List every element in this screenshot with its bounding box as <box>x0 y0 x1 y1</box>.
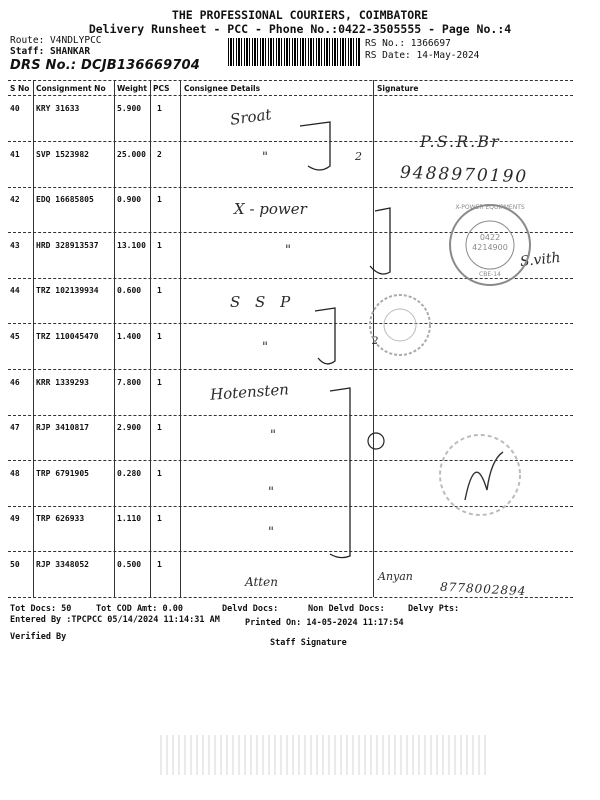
drs-number: DRS No.: DCJB136669704 <box>10 58 201 73</box>
row-weight: 1.400 <box>117 332 142 341</box>
row-consignment-no: KRY 31633 <box>36 104 80 113</box>
delivery-points: Delvy Pts: <box>408 604 460 614</box>
row-weight: 5.900 <box>117 104 142 113</box>
row-pcs: 1 <box>157 514 162 523</box>
row-weight: 0.600 <box>117 286 142 295</box>
entered-by: Entered By :TPCPCC 05/14/2024 11:14:31 AM <box>10 615 220 625</box>
printed-on: Printed On: 14-05-2024 11:17:54 <box>245 618 404 628</box>
stamp-ring-text: X-POWER EQUIPMENTS <box>455 204 525 211</box>
faint-stamp-1 <box>365 290 435 360</box>
row-consignment-no: RJP 3410817 <box>36 423 89 432</box>
row-weight: 7.800 <box>117 378 142 387</box>
staff-signature: Staff Signature <box>270 638 347 648</box>
runsheet-title: Delivery Runsheet - PCC - Phone No.:0422-3505555 - Page No.:4 <box>88 22 512 36</box>
row-consignment-no: SVP 1523982 <box>36 150 89 159</box>
table-top-border <box>8 80 573 81</box>
stamp-line1: 0422 <box>479 233 501 242</box>
ditto-r48: " <box>268 485 274 500</box>
col-header-signature: Signature <box>377 84 419 93</box>
signature-r43: S.vith <box>519 249 562 271</box>
row-consignment-no: HRD 328913537 <box>36 241 99 250</box>
col-header-weight: Weight <box>117 84 147 93</box>
row-consignment-no: EDQ 16685805 <box>36 195 94 204</box>
row-pcs: 1 <box>157 286 162 295</box>
row-weight: 2.900 <box>117 423 142 432</box>
handwriting-r40: Sroat <box>228 105 273 129</box>
delivered-docs: Delvd Docs: <box>222 604 279 614</box>
row-weight: 1.110 <box>117 514 142 523</box>
ditto-r41: " <box>262 150 268 165</box>
row-consignment-no: KRR 1339293 <box>36 378 89 387</box>
ditto-r49: " <box>268 525 274 540</box>
stamp-bottom-text: CBE-14 <box>479 271 501 278</box>
col-divider-2 <box>114 80 115 597</box>
rs-date: RS Date: 14-May-2024 <box>365 50 480 61</box>
row-sno: 42 <box>10 195 20 204</box>
row-weight: 0.500 <box>117 560 142 569</box>
handwriting-r44: S S P <box>230 293 296 311</box>
handwriting-r50-phone: 8778002894 <box>439 579 527 599</box>
row-consignment-no: TRZ 102139934 <box>36 286 99 295</box>
row-sno: 46 <box>10 378 20 387</box>
route-label: Route: V4NDLYPCC <box>10 35 102 46</box>
handwriting-r50: Atten <box>245 575 278 589</box>
row-consignment-no: TRZ 110045470 <box>36 332 99 341</box>
verified-by: Verified By <box>10 632 67 642</box>
row-sno: 40 <box>10 104 20 113</box>
col-divider-3 <box>150 80 151 597</box>
row-sno: 41 <box>10 150 20 159</box>
row-weight: 25.000 <box>117 150 146 159</box>
row-weight: 0.900 <box>117 195 142 204</box>
handwriting-r46: Hotensten <box>209 380 290 404</box>
row-sno: 50 <box>10 560 20 569</box>
ditto-r47: " <box>270 428 276 443</box>
total-cod-amount: Tot COD Amt: 0.00 <box>96 604 183 614</box>
row-pcs: 1 <box>157 104 162 113</box>
handwriting-r42: X - power <box>234 200 307 218</box>
row-consignment-no: TRP 626933 <box>36 514 85 523</box>
row-pcs: 1 <box>157 241 162 250</box>
row-pcs: 1 <box>157 423 162 432</box>
circled-number-2: 2 <box>372 336 379 347</box>
row-pcs: 1 <box>157 195 162 204</box>
row-pcs: 1 <box>157 560 162 569</box>
stamp-line2: 4214900 <box>472 243 508 252</box>
row-pcs: 1 <box>157 378 162 387</box>
rs-number: RS No.: 1366697 <box>365 38 451 49</box>
faint-stamp-2 <box>425 430 535 520</box>
barcode <box>228 38 360 66</box>
company-title: THE PROFESSIONAL COURIERS, COIMBATORE <box>171 8 429 22</box>
row-sno: 47 <box>10 423 20 432</box>
col-header-consignment: Consignment No <box>36 84 106 93</box>
row-sno: 44 <box>10 286 20 295</box>
handwriting-r41-phone: 9488970190 <box>399 162 529 188</box>
col-divider-1 <box>33 80 34 597</box>
staff-label: Staff: SHANKAR <box>10 46 91 57</box>
handwriting-r41-name: P.S.R.Br <box>420 132 501 151</box>
signature-r50: Anyan <box>378 570 413 583</box>
row-pcs: 1 <box>157 469 162 478</box>
row-weight: 0.280 <box>117 469 142 478</box>
row-sno: 43 <box>10 241 20 250</box>
row-sno: 45 <box>10 332 20 341</box>
row-pcs: 2 <box>157 150 162 159</box>
row-divider <box>8 597 573 598</box>
col-header-consignee: Consignee Details <box>184 84 261 93</box>
row-sno: 48 <box>10 469 20 478</box>
row-sno: 49 <box>10 514 20 523</box>
number-2-r41: 2 <box>355 150 362 163</box>
col-header-sno: S No <box>10 84 30 93</box>
ditto-r43: " <box>285 243 291 258</box>
col-header-pcs: PCS <box>153 84 170 93</box>
bleed-through-texture <box>160 735 490 775</box>
row-consignment-no: TRP 6791905 <box>36 469 89 478</box>
row-weight: 13.100 <box>117 241 146 250</box>
total-docs: Tot Docs: 50 <box>10 604 72 614</box>
ditto-r45: " <box>262 340 268 355</box>
row-pcs: 1 <box>157 332 162 341</box>
row-consignment-no: RJP 3348052 <box>36 560 89 569</box>
non-delivered-docs: Non Delvd Docs: <box>308 604 385 614</box>
